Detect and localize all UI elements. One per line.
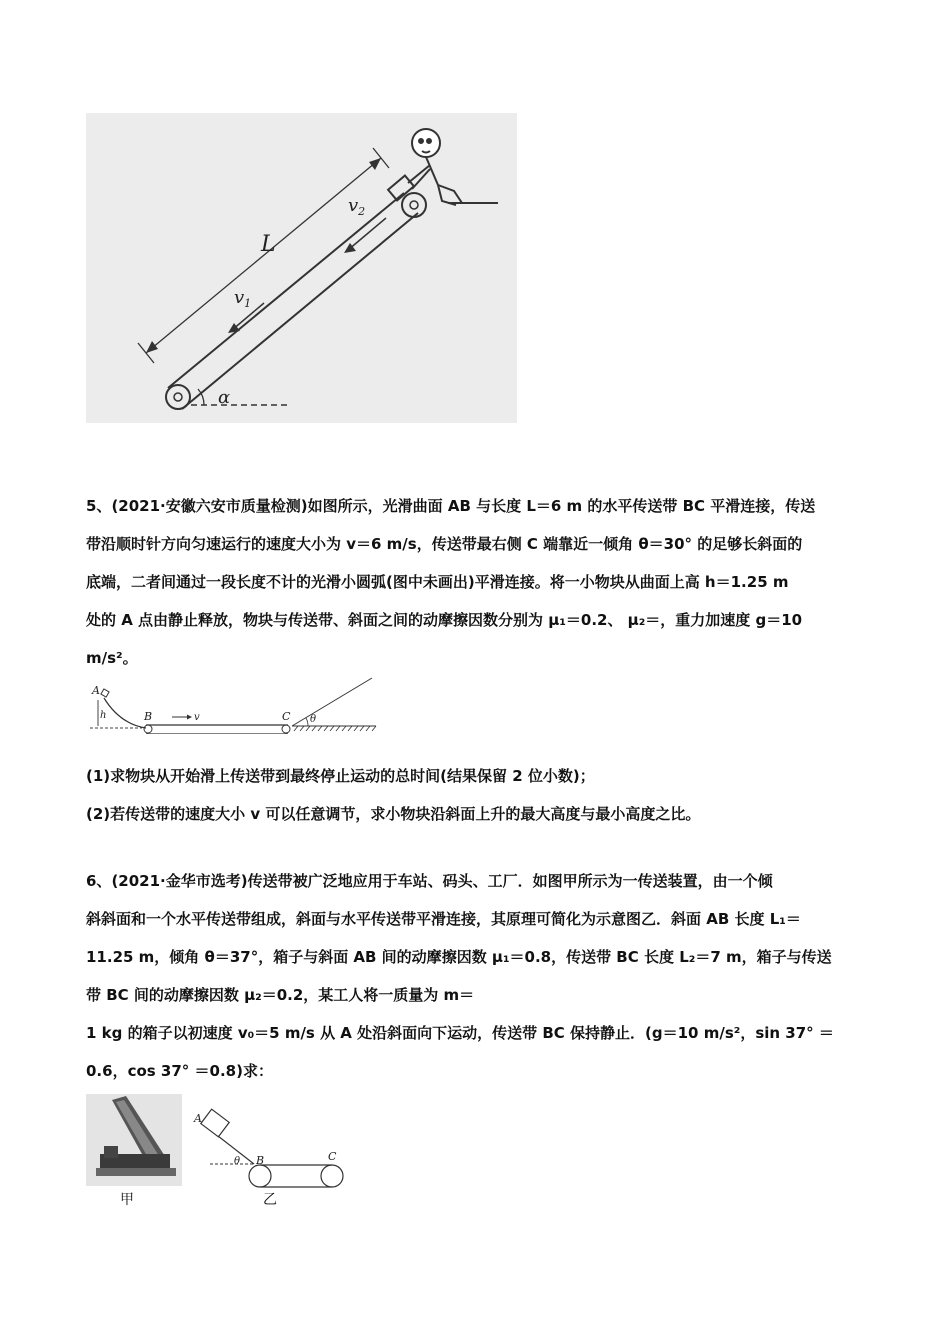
- problem-5-line-4: 处的 A 点由静止释放，物块与传送带、斜面之间的动摩擦因数分别为 μ₁＝0.2、 μ₂＝，重力加速度 g＝10: [86, 611, 803, 629]
- problem-5-questions: [86, 757, 864, 833]
- problem-6-line-3: 11.25 m，倾角 θ＝37°，箱子与斜面 AB 间的动摩擦因数 μ₁＝0.8，传送带 BC 长度 L₂＝7 m，箱子与传送: [86, 948, 832, 966]
- point-B-label: B: [144, 710, 153, 723]
- problem-6-text: [86, 862, 864, 1090]
- point-A-label: A: [194, 1112, 202, 1125]
- point-C-label: C: [328, 1150, 337, 1163]
- problem-5-question-2: (2)若传送带的速度大小 v 可以任意调节，求小物块沿斜面上升的最大高度与最小高度之比。: [86, 805, 701, 823]
- problem-6-line-2: 斜斜面和一个水平传送带组成，斜面与水平传送带平滑连接，其原理可简化为示意图乙．斜面 AB 长度 L₁＝: [86, 910, 801, 928]
- problem-5-number: 5、: [86, 497, 112, 515]
- problem-6-schematic-yi: [190, 1106, 350, 1190]
- angle-theta-label: θ: [310, 714, 317, 725]
- problem-6-photo-jia: [86, 1094, 182, 1186]
- problem-5-source: (2021·安徽六安市质量检测): [111, 497, 308, 515]
- belt-velocity-label: v: [194, 712, 200, 723]
- problem-6-line-4: 带 BC 间的动摩擦因数 μ₂＝0.2，某工人将一质量为 m＝: [86, 986, 475, 1004]
- point-A-label: A: [92, 684, 100, 697]
- problem-6-line-6: 0.6，cos 37° ＝0.8)求：: [86, 1062, 273, 1080]
- length-label-L: L: [261, 232, 276, 257]
- caption-yi: 乙: [263, 1192, 277, 1208]
- height-label-h: h: [100, 710, 107, 721]
- velocity-v1-label: $v_1$: [234, 287, 252, 310]
- angle-theta-label: θ: [234, 1156, 241, 1167]
- problem-6-source: (2021·金华市选考): [111, 872, 248, 890]
- problem-5-question-1: (1)求物块从开始滑上传送带到最终停止运动的总时间(结果保留 2 位小数)；: [86, 767, 595, 785]
- point-B-label: B: [256, 1154, 265, 1167]
- problem-5-line-2: 带沿顺时针方向匀速运行的速度大小为 v＝6 m/s，传送带最右侧 C 端靠近一倾角 θ＝30° 的足够长斜面的: [86, 535, 803, 553]
- caption-jia: 甲: [120, 1192, 134, 1208]
- point-C-label: C: [282, 710, 291, 723]
- incline-conveyor-figure: [86, 113, 517, 423]
- velocity-v2-label: $v_2$: [348, 195, 366, 218]
- problem-6-line-5: 1 kg 的箱子以初速度 v₀＝5 m/s 从 A 处沿斜面向下运动，传送带 BC 保持静止．(g＝10 m/s²，sin 37° ＝: [86, 1024, 834, 1042]
- problem-5-figure: [86, 676, 386, 734]
- worker-figure-icon: [408, 129, 498, 205]
- problem-5-line-3: 底端，二者间通过一段长度不计的光滑小圆弧(图中未画出)平滑连接。将一小物块从曲面上高 h＝1.25 m: [86, 573, 789, 591]
- problem-6-number: 6、: [86, 872, 112, 890]
- problem-5-line-1: 5、(2021·安徽六安市质量检测)如图所示，光滑曲面 AB 与长度 L＝6 m 的水平传送带 BC 平滑连接，传送: [86, 497, 816, 515]
- angle-alpha-label: α: [218, 387, 231, 408]
- problem-5-line-5: m/s²。: [86, 649, 138, 667]
- problem-6-line-1: 6、(2021·金华市选考)传送带被广泛地应用于车站、码头、工厂．如图甲所示为一传送装置，由一个倾: [86, 872, 773, 890]
- problem-5-text: [86, 487, 864, 677]
